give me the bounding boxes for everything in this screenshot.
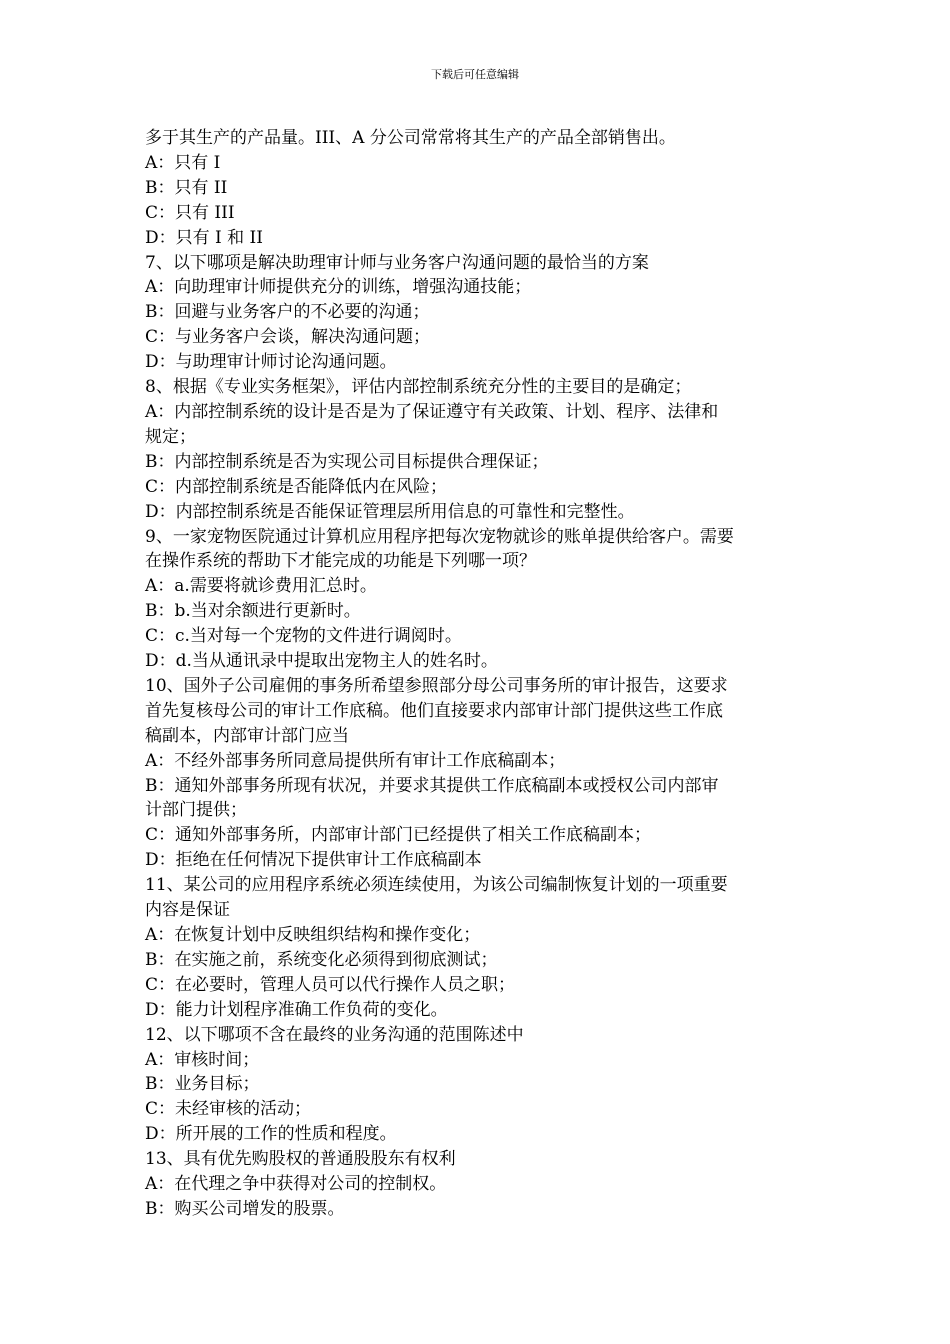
text-line: A：向助理审计师提供充分的训练，增强沟通技能； <box>145 277 532 298</box>
text-line: 稿副本，内部审计部门应当 <box>145 725 349 746</box>
text-line: B：只有 II <box>145 177 228 198</box>
text-line: D：与助理审计师讨论沟通问题。 <box>145 352 397 373</box>
text-line: 8、根据《专业实务框架》，评估内部控制系统充分性的主要目的是确定； <box>145 377 692 398</box>
text-line: D：拒绝在任何情况下提供审计工作底稿副本 <box>145 850 482 871</box>
text-line: 在操作系统的帮助下才能完成的功能是下列哪一项？ <box>145 551 536 572</box>
text-line: C：在必要时，管理人员可以代行操作人员之职； <box>145 974 516 995</box>
text-line: B：业务目标； <box>145 1074 260 1095</box>
text-line: 11、某公司的应用程序系统必须连续使用，为该公司编制恢复计划的一项重要 <box>145 875 728 896</box>
text-line: B：通知外部事务所现有状况，并要求其提供工作底稿副本或授权公司内部审 <box>145 775 719 796</box>
text-line: D：只有 I 和 II <box>145 227 263 248</box>
text-line: 10、国外子公司雇佣的事务所希望参照部分母公司事务所的审计报告，这要求 <box>145 675 728 696</box>
text-line: A：a.需要将就诊费用汇总时。 <box>145 576 377 597</box>
text-line: C：通知外部事务所，内部审计部门已经提供了相关工作底稿副本； <box>145 825 652 846</box>
text-line: B：内部控制系统是否为实现公司目标提供合理保证； <box>145 451 549 472</box>
text-line: A：在恢复计划中反映组织结构和操作变化； <box>145 925 481 945</box>
text-line: C：内部控制系统是否能降低内在风险； <box>145 476 448 497</box>
text-line: C：未经审核的活动； <box>145 1099 312 1120</box>
text-line: B：b.当对余额进行更新时。 <box>145 601 361 622</box>
text-line: 7、以下哪项是解决助理审计师与业务客户沟通问题的最恰当的方案 <box>145 252 649 273</box>
page-header: 下载后可任意编辑 <box>431 68 519 81</box>
text-line: A：不经外部事务所同意局提供所有审计工作底稿副本； <box>145 750 566 771</box>
text-line: 13、具有优先购股权的普通股股东有权利 <box>145 1149 456 1170</box>
text-line: 规定； <box>145 426 196 447</box>
text-line: B：回避与业务客户的不必要的沟通； <box>145 302 430 323</box>
text-line: 首先复核母公司的审计工作底稿。他们直接要求内部审计部门提供这些工作底 <box>145 700 723 721</box>
text-line: A：内部控制系统的设计是否是为了保证遵守有关政策、计划、程序、法律和 <box>145 401 719 422</box>
text-line: 计部门提供； <box>145 800 247 821</box>
text-line: D：内部控制系统是否能保证管理层所用信息的可靠性和完整性。 <box>145 501 635 522</box>
text-line: 12、以下哪项不含在最终的业务沟通的范围陈述中 <box>145 1024 524 1045</box>
text-line: 多于其生产的产品量。III、A 分公司常常将其生产的产品全部销售出。 <box>145 128 676 148</box>
text-line: D：能力计划程序准确工作负荷的变化。 <box>145 999 448 1020</box>
text-line: D：所开展的工作的性质和程度。 <box>145 1124 397 1145</box>
text-line: 内容是保证 <box>145 900 230 921</box>
text-line: C：只有 III <box>145 202 235 223</box>
text-line: C：与业务客户会谈，解决沟通问题； <box>145 327 431 348</box>
text-line: A：在代理之争中获得对公司的控制权。 <box>145 1174 447 1195</box>
document-body <box>145 126 810 1222</box>
text-line: D：d.当从通讯录中提取出宠物主人的姓名时。 <box>145 651 498 672</box>
text-line: A：审核时间； <box>145 1049 260 1070</box>
text-line: C：c.当对每一个宠物的文件进行调阅时。 <box>145 626 462 647</box>
text-line: 9、一家宠物医院通过计算机应用程序把每次宠物就诊的账单提供给客户。需要 <box>145 526 734 547</box>
text-line: B：购买公司增发的股票。 <box>145 1198 345 1219</box>
text-line: A：只有 I <box>145 152 221 173</box>
text-line: B：在实施之前，系统变化必须得到彻底测试； <box>145 949 498 970</box>
